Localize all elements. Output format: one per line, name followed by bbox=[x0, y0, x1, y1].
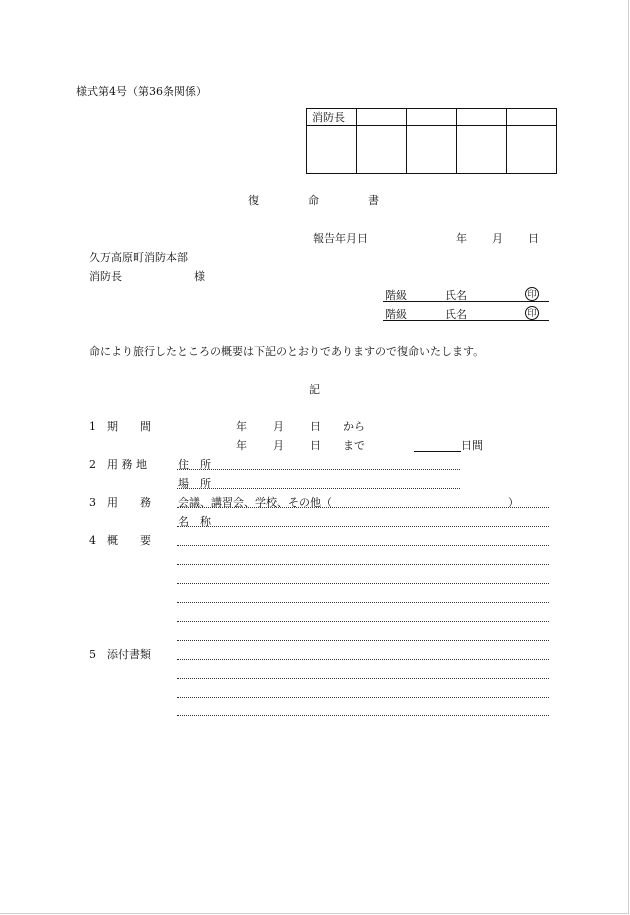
business-name-label: 名 称 bbox=[178, 515, 211, 528]
location-label: 場 所 bbox=[178, 477, 211, 490]
attachments-line bbox=[177, 659, 549, 660]
item-number: 2 bbox=[89, 458, 96, 471]
item-number: 1 bbox=[89, 420, 96, 433]
approval-header-cell bbox=[457, 109, 507, 126]
attachments-label: 添付書類 bbox=[107, 648, 151, 661]
report-date-day: 日 bbox=[528, 232, 539, 245]
approval-stamp-cell bbox=[357, 126, 407, 174]
business-name-line bbox=[177, 526, 549, 527]
approval-stamp-cell bbox=[457, 126, 507, 174]
item-number: 3 bbox=[89, 496, 96, 509]
summary-line bbox=[177, 621, 549, 622]
ki-heading: 記 bbox=[309, 383, 320, 396]
location-line bbox=[177, 488, 460, 489]
attachments-line bbox=[177, 697, 549, 698]
addressee-org: 久万高原町消防本部 bbox=[89, 251, 188, 264]
title-char: 書 bbox=[368, 194, 379, 207]
signer-rank-label: 階級 bbox=[385, 289, 407, 302]
item-number: 4 bbox=[89, 534, 96, 547]
period-from-suffix: から bbox=[343, 420, 365, 433]
summary-line bbox=[177, 640, 549, 641]
signer-underline bbox=[383, 301, 549, 302]
approval-header-cell bbox=[507, 109, 557, 126]
seal-mark: 印 bbox=[525, 287, 539, 301]
approval-header-cell bbox=[357, 109, 407, 126]
report-date-label: 報告年月日 bbox=[313, 232, 368, 245]
approval-table bbox=[306, 108, 557, 174]
title-char: 命 bbox=[308, 194, 319, 207]
days-blank-line bbox=[414, 451, 461, 452]
summary-line bbox=[177, 583, 549, 584]
summary-label: 概 要 bbox=[107, 534, 151, 547]
period-to-day: 日 bbox=[310, 439, 321, 452]
period-days-label: 日間 bbox=[461, 439, 483, 452]
approval-header-chief: 消防長 bbox=[307, 109, 357, 126]
summary-line bbox=[177, 545, 549, 546]
business-options: 会議、講習会、学校、その他（ bbox=[178, 496, 332, 509]
attachments-line bbox=[177, 715, 549, 716]
addressee-position: 消防長 bbox=[89, 270, 122, 283]
approval-stamp-cell bbox=[507, 126, 557, 174]
form-number: 様式第4号（第36条関係） bbox=[76, 85, 207, 98]
approval-stamp-cell bbox=[307, 126, 357, 174]
seal-mark: 印 bbox=[525, 306, 539, 320]
period-to-suffix: まで bbox=[343, 439, 365, 452]
addressee-honorific: 様 bbox=[194, 270, 205, 283]
title-char: 復 bbox=[248, 194, 259, 207]
period-to-year: 年 bbox=[236, 439, 247, 452]
period-to-month: 月 bbox=[273, 439, 284, 452]
signer-name-label: 氏名 bbox=[445, 308, 467, 321]
period-from-month: 月 bbox=[273, 420, 284, 433]
period-label: 期 間 bbox=[107, 420, 151, 433]
attachments-line bbox=[177, 678, 549, 679]
business-line bbox=[177, 507, 549, 508]
address-line bbox=[177, 469, 460, 470]
report-date-year: 年 bbox=[456, 232, 467, 245]
address-label: 住 所 bbox=[178, 458, 211, 471]
signer-rank-label: 階級 bbox=[385, 308, 407, 321]
signer-underline bbox=[383, 320, 549, 321]
signer-name-label: 氏名 bbox=[445, 289, 467, 302]
summary-line bbox=[177, 602, 549, 603]
statement-text: 命により旅行したところの概要は下記のとおりでありますので復命いたします。 bbox=[89, 345, 485, 358]
summary-line bbox=[177, 564, 549, 565]
period-from-year: 年 bbox=[236, 420, 247, 433]
period-from-day: 日 bbox=[310, 420, 321, 433]
item-number: 5 bbox=[89, 648, 96, 661]
approval-stamp-cell bbox=[407, 126, 457, 174]
place-label: 用 務 地 bbox=[107, 458, 147, 471]
business-label: 用 務 bbox=[107, 496, 151, 509]
business-close-paren: ） bbox=[508, 496, 519, 509]
approval-header-cell bbox=[407, 109, 457, 126]
report-date-month: 月 bbox=[492, 232, 503, 245]
